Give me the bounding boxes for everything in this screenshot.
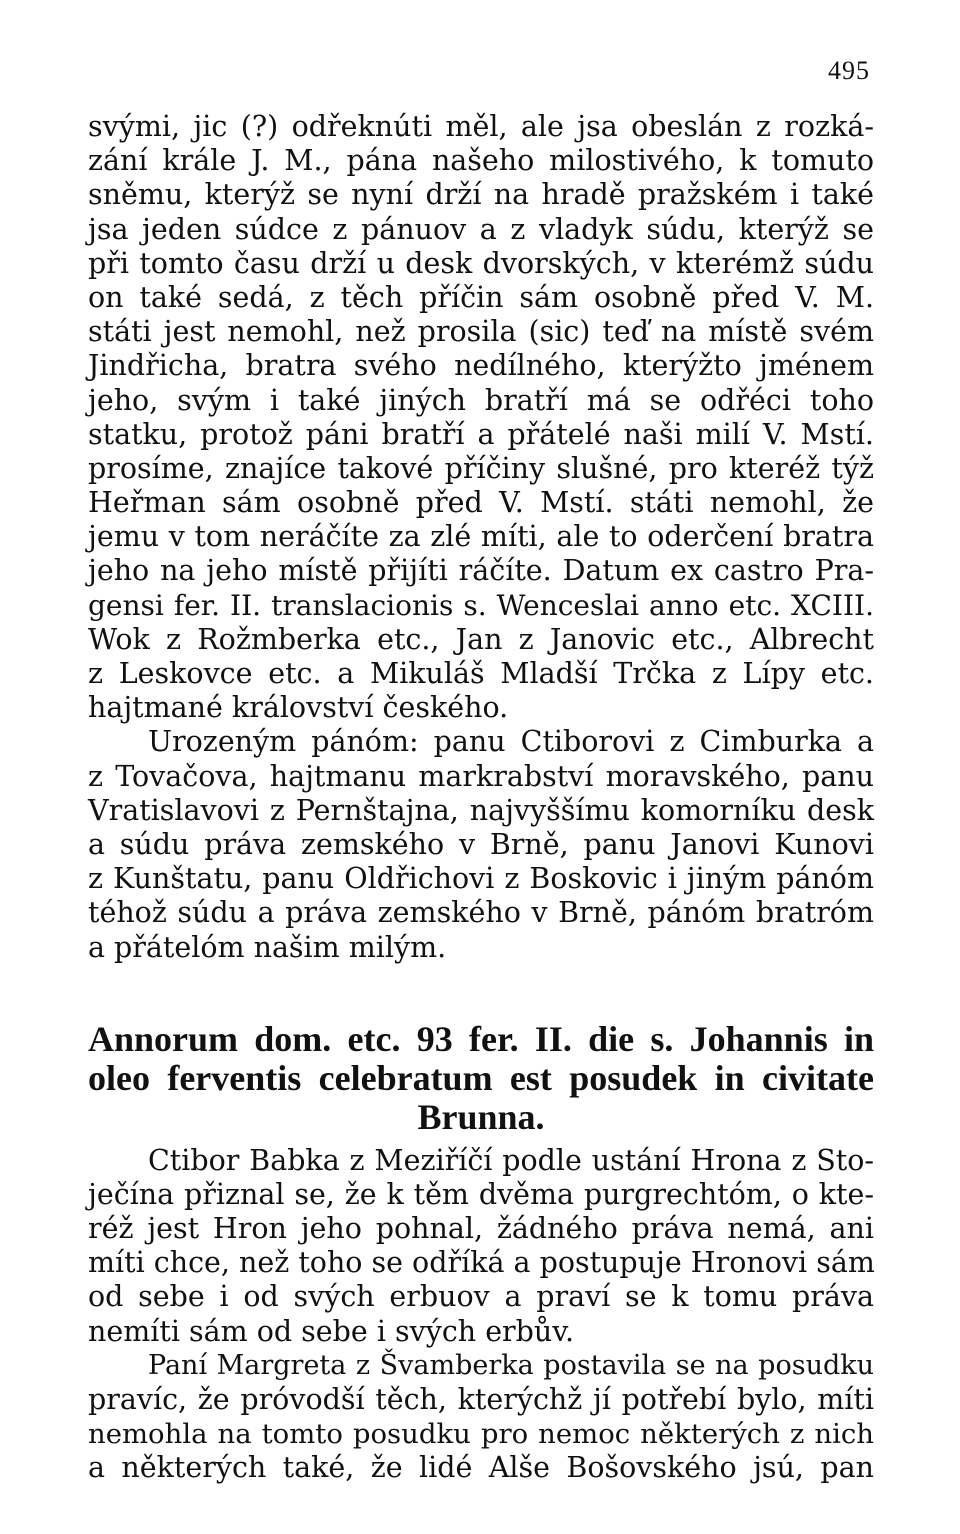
text-line: z Leskovce etc. a Mikuláš Mladší Trčka z Lípy etc. <box>88 657 874 690</box>
heading-line: Brunna. <box>417 1096 545 1137</box>
text-line: on také sedá, z těch příčin sám osobně před V. M. <box>88 280 874 314</box>
text-line: zání krále J. M., pána našeho milostivého, k tomuto <box>88 144 874 178</box>
text-line: téhož súdu a práva zemského v Brně, pánóm bratróm <box>88 896 874 930</box>
section-heading <box>88 1018 874 1138</box>
text-line: Ctibor Babka z Meziříčí podle ustání Hrona z Sto- <box>148 1143 874 1177</box>
text-line: jemu v tom neráčíte za zlé míti, ale to oderčení bratra <box>88 520 874 554</box>
paragraph-address <box>88 725 874 964</box>
text-line: jeho na jeho místě přijíti ráčíte. Datum ex castro Pra- <box>88 554 874 588</box>
text-line: sněmu, kterýž se nyní drží na hradě pražském i také <box>88 178 874 212</box>
text-line: jeho, svým i také jiných bratří má se odřéci toho <box>88 383 874 417</box>
text-line: Paní Margreta z Švamberka postavila se na posudku <box>148 1349 874 1381</box>
text-line: Heřman sám osobně před V. Mstí. státi nemohl, že <box>88 486 874 520</box>
text-line: statku, protož páni bratří a přátelé naši milí V. Mstí. <box>88 417 874 451</box>
text-line: od sebe i od svých erbuov a praví se k tomu práva <box>88 1280 874 1314</box>
text-line: Wok z Rožmberka etc., Jan z Janovic etc., Albrecht <box>88 622 874 656</box>
paragraph-letter-body <box>88 110 874 725</box>
text-line: Urozeným pánóm: panu Ctiborovi z Cimburka a <box>148 725 874 759</box>
text-line: Vratislavovi z Pernštajna, najvyššímu komorníku desk <box>88 793 874 827</box>
text-line: nemohla na tomto posudku pro nemoc některých z nich <box>88 1418 874 1451</box>
text-line: réž jest Hron jeho pohnal, žádného práva nemá, ani <box>88 1212 874 1246</box>
page-content <box>88 110 874 1486</box>
page-number: 495 <box>828 56 870 85</box>
text-line: při tomto času drží u desk dvorských, v kterémž súdu <box>88 246 874 280</box>
heading-line: Annorum dom. etc. 93 fer. II. die s. Johannis in <box>88 1018 874 1059</box>
text-line: míti chce, než toho se odříká a postupuje Hronovi sám <box>88 1246 875 1280</box>
text-line: ječína přiznal se, že k těm dvěma purgrechtóm, o kte- <box>88 1177 874 1211</box>
paragraph-ctibor <box>88 1144 874 1349</box>
text-line: nemíti sám od sebe i svých erbův. <box>88 1314 575 1348</box>
text-line: hajtmané království českého. <box>88 691 509 725</box>
paragraph-margreta <box>88 1349 874 1486</box>
text-line: a súdu práva zemského v Brně, panu Janovi Kunovi <box>88 827 874 861</box>
text-line: a některých také, že lidé Alše Bošovského jsú, pan <box>88 1451 874 1485</box>
text-line: prosíme, znajíce takové příčiny slušné, pro kteréž týž <box>88 451 874 485</box>
heading-line: oleo ferventis celebratum est posudek in civitate <box>88 1057 874 1098</box>
text-line: pravíc, že próvodší těch, kterýchž jí potřebí bylo, míti <box>88 1383 874 1416</box>
text-line: Jindřicha, bratra svého nedílného, kterýžto jménem <box>88 349 874 383</box>
text-line: z Kunštatu, panu Oldřichovi z Boskovic i jiným pánóm <box>88 862 874 896</box>
text-line: svými, jic (?) odřeknúti měl, ale jsa obeslán z rozká- <box>88 110 874 143</box>
text-line: a přátelóm našim milým. <box>88 930 447 964</box>
text-line: z Tovačova, hajtmanu markrabství moravského, panu <box>88 759 874 793</box>
text-line: gensi fer. II. translacionis s. Wenceslai anno etc. XCIII. <box>88 588 874 622</box>
text-line: státi jest nemohl, než prosila (sic) teď na místě svém <box>88 315 874 349</box>
text-line: jsa jeden súdce z pánuov a z vladyk súdu, kterýž se <box>88 212 874 246</box>
